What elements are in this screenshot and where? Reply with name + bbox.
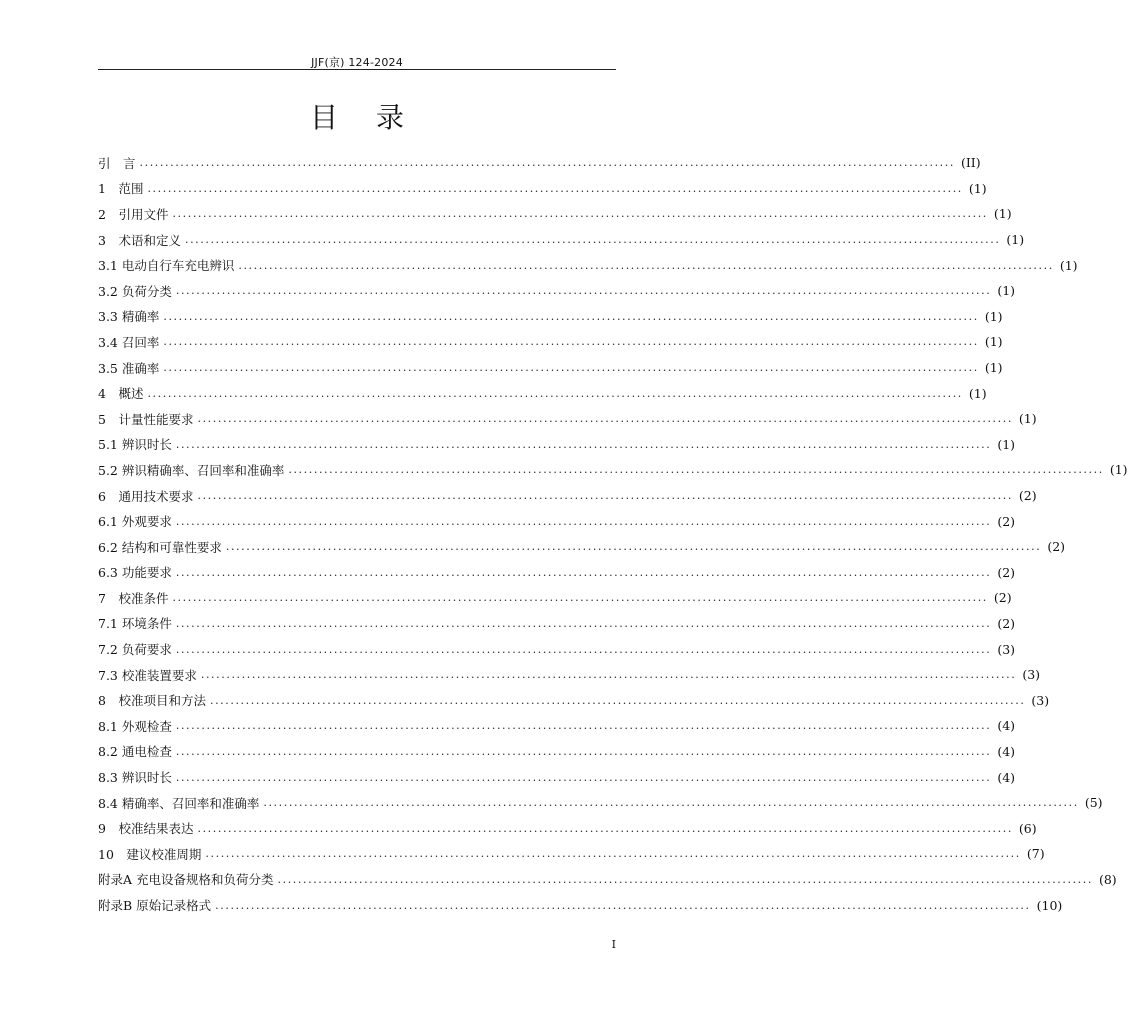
- toc-entry[interactable]: [98, 739, 1016, 765]
- toc-entry-page: (1): [993, 206, 1012, 222]
- toc-entry[interactable]: [98, 150, 981, 176]
- toc-entry-label: 3.1 电动自行车充电辨识: [98, 258, 235, 274]
- toc-dot-leader: ................................................................................................................................................................: [175, 284, 992, 298]
- toc-dot-leader: ................................................................................................................................................................: [147, 181, 963, 195]
- toc-entry-page: (7): [1026, 846, 1045, 862]
- toc-dot-leader: ................................................................................................................................................................: [175, 744, 992, 758]
- toc-entry-page: (1): [984, 360, 1003, 376]
- toc-entry-label: 10 建议校准周期: [98, 846, 202, 862]
- toc-entry-page: (2): [997, 513, 1016, 529]
- toc-dot-leader: ................................................................................................................................................................: [147, 386, 963, 400]
- toc-entry[interactable]: [98, 892, 1063, 918]
- toc-entry-page: (1): [1018, 411, 1037, 427]
- toc-dot-leader: ................................................................................................................................................................: [175, 616, 992, 630]
- toc-dot-leader: ................................................................................................................................................................: [197, 489, 1013, 503]
- toc-entry-page: (2): [1047, 539, 1066, 555]
- toc-entry-label: 5.1 辨识时长: [98, 437, 172, 453]
- toc-entry-page: (1): [1109, 462, 1128, 478]
- toc-dot-leader: ................................................................................................................................................................: [172, 591, 988, 605]
- toc-entry[interactable]: [98, 713, 1016, 739]
- toc-entry-page: (1): [968, 180, 987, 196]
- toc-entry[interactable]: [98, 790, 1103, 816]
- toc-entry[interactable]: [98, 355, 1003, 381]
- toc-entry-page: (3): [997, 641, 1016, 657]
- toc-entry[interactable]: [98, 304, 1003, 330]
- toc-entry[interactable]: [98, 815, 1037, 841]
- toc-entry-label: 8.1 外观检查: [98, 718, 172, 734]
- toc-entry-page: (5): [1084, 795, 1103, 811]
- toc-entry-label: 附录B 原始记录格式: [98, 898, 212, 914]
- toc-entry-label: 引 言: [98, 155, 136, 171]
- toc-entry[interactable]: [98, 867, 1117, 893]
- document-code-header: JJF(京) 124-2024: [311, 56, 403, 69]
- toc-entry-label: 6 通用技术要求: [98, 488, 194, 504]
- toc-entry-label: 6.3 功能要求: [98, 565, 172, 581]
- toc-dot-leader: ................................................................................................................................................................: [175, 565, 992, 579]
- toc-entry[interactable]: [98, 611, 1016, 637]
- toc-entry[interactable]: [98, 764, 1016, 790]
- page-number: I: [611, 938, 616, 951]
- toc-entry-label: 5 计量性能要求: [98, 411, 194, 427]
- toc-dot-leader: ................................................................................................................................................................: [175, 437, 992, 451]
- toc-entry-page: (1): [1006, 232, 1025, 248]
- toc-dot-leader: ................................................................................................................................................................: [288, 463, 1104, 477]
- toc-dot-leader: ................................................................................................................................................................: [215, 898, 1031, 912]
- toc-entry-label: 8 校准项目和方法: [98, 693, 206, 709]
- toc-dot-leader: ................................................................................................................................................................: [238, 258, 1054, 272]
- toc-entry-page: (1): [968, 385, 987, 401]
- toc-dot-leader: ................................................................................................................................................................: [277, 872, 1093, 886]
- toc-entry-page: (1): [984, 308, 1003, 324]
- toc-entry[interactable]: [98, 380, 987, 406]
- toc-entry-page: (2): [1018, 488, 1037, 504]
- toc-entry[interactable]: [98, 432, 1016, 458]
- toc-entry-page: (1): [984, 334, 1003, 350]
- toc-dot-leader: ................................................................................................................................................................: [200, 668, 1017, 682]
- toc-entry-page: (3): [1022, 667, 1041, 683]
- toc-entry-page: (4): [997, 769, 1016, 785]
- toc-entry-page: (1): [1059, 257, 1078, 273]
- toc-entry-page: (2): [997, 564, 1016, 580]
- toc-dot-leader: ................................................................................................................................................................: [175, 770, 992, 784]
- toc-entry-page: (8): [1098, 871, 1117, 887]
- toc-entry[interactable]: [98, 560, 1016, 586]
- toc-entry-page: (4): [997, 743, 1016, 759]
- toc-entry-label: 3.2 负荷分类: [98, 283, 172, 299]
- toc-dot-leader: ................................................................................................................................................................: [175, 642, 992, 656]
- table-of-contents: [98, 150, 1128, 918]
- toc-dot-leader: ................................................................................................................................................................: [205, 847, 1021, 861]
- toc-dot-leader: ................................................................................................................................................................: [163, 361, 979, 375]
- toc-entry-label: 7.2 负荷要求: [98, 642, 172, 658]
- toc-entry-label: 3 术语和定义: [98, 232, 181, 248]
- toc-dot-leader: ................................................................................................................................................................: [175, 514, 992, 528]
- toc-entry-label: 3.3 精确率: [98, 309, 160, 325]
- toc-entry[interactable]: [98, 329, 1003, 355]
- toc-dot-leader: ................................................................................................................................................................: [163, 309, 979, 323]
- page-title: 目录: [309, 101, 442, 134]
- toc-entry[interactable]: [98, 483, 1037, 509]
- toc-dot-leader: ................................................................................................................................................................: [163, 335, 979, 349]
- toc-entry-label: 9 校准结果表达: [98, 821, 194, 837]
- toc-entry[interactable]: [98, 687, 1050, 713]
- toc-entry-label: 2 引用文件: [98, 206, 169, 222]
- toc-dot-leader: ................................................................................................................................................................: [197, 412, 1013, 426]
- toc-entry[interactable]: [98, 201, 1012, 227]
- toc-dot-leader: ................................................................................................................................................................: [139, 156, 955, 170]
- toc-entry-label: 7.1 环境条件: [98, 616, 172, 632]
- toc-entry[interactable]: [98, 457, 1128, 483]
- toc-entry-page: (2): [993, 590, 1012, 606]
- toc-dot-leader: ................................................................................................................................................................: [175, 719, 992, 733]
- toc-entry[interactable]: [98, 636, 1016, 662]
- toc-entry-label: 附录A 充电设备规格和负荷分类: [98, 872, 274, 888]
- toc-entry-page: (1): [997, 436, 1016, 452]
- toc-entry[interactable]: [98, 278, 1016, 304]
- toc-entry[interactable]: [98, 176, 987, 202]
- toc-entry-label: 8.2 通电检查: [98, 744, 172, 760]
- toc-entry[interactable]: [98, 841, 1045, 867]
- toc-entry-label: 3.5 准确率: [98, 360, 160, 376]
- toc-entry[interactable]: [98, 662, 1041, 688]
- toc-dot-leader: ................................................................................................................................................................: [263, 796, 1079, 810]
- toc-entry-label: 6.1 外观要求: [98, 514, 172, 530]
- header-rule: [98, 69, 616, 70]
- toc-entry-page: (10): [1036, 897, 1063, 913]
- toc-entry-page: (4): [997, 718, 1016, 734]
- toc-entry-label: 1 范围: [98, 181, 144, 197]
- toc-entry[interactable]: [98, 252, 1078, 278]
- toc-entry[interactable]: [98, 534, 1066, 560]
- toc-entry-label: 8.3 辨识时长: [98, 770, 172, 786]
- toc-entry[interactable]: [98, 406, 1037, 432]
- toc-entry-page: (II): [960, 155, 981, 171]
- toc-entry-label: 7.3 校准装置要求: [98, 667, 197, 683]
- toc-entry-label: 5.2 辨识精确率、召回率和准确率: [98, 462, 285, 478]
- toc-entry[interactable]: [98, 585, 1012, 611]
- toc-entry-label: 3.4 召回率: [98, 334, 160, 350]
- toc-entry-page: (1): [997, 283, 1016, 299]
- toc-entry-label: 8.4 精确率、召回率和准确率: [98, 795, 260, 811]
- toc-entry-page: (6): [1018, 820, 1037, 836]
- toc-dot-leader: ................................................................................................................................................................: [184, 233, 1001, 247]
- toc-dot-leader: ................................................................................................................................................................: [197, 821, 1013, 835]
- toc-dot-leader: ................................................................................................................................................................: [209, 693, 1026, 707]
- toc-entry-label: 7 校准条件: [98, 590, 169, 606]
- toc-entry-label: 6.2 结构和可靠性要求: [98, 539, 222, 555]
- toc-entry[interactable]: [98, 508, 1016, 534]
- toc-entry-page: (2): [997, 615, 1016, 631]
- toc-entry-page: (3): [1031, 692, 1050, 708]
- toc-dot-leader: ................................................................................................................................................................: [172, 207, 988, 221]
- toc-entry-label: 4 概述: [98, 386, 144, 402]
- toc-entry[interactable]: [98, 227, 1025, 253]
- toc-dot-leader: ................................................................................................................................................................: [225, 540, 1042, 554]
